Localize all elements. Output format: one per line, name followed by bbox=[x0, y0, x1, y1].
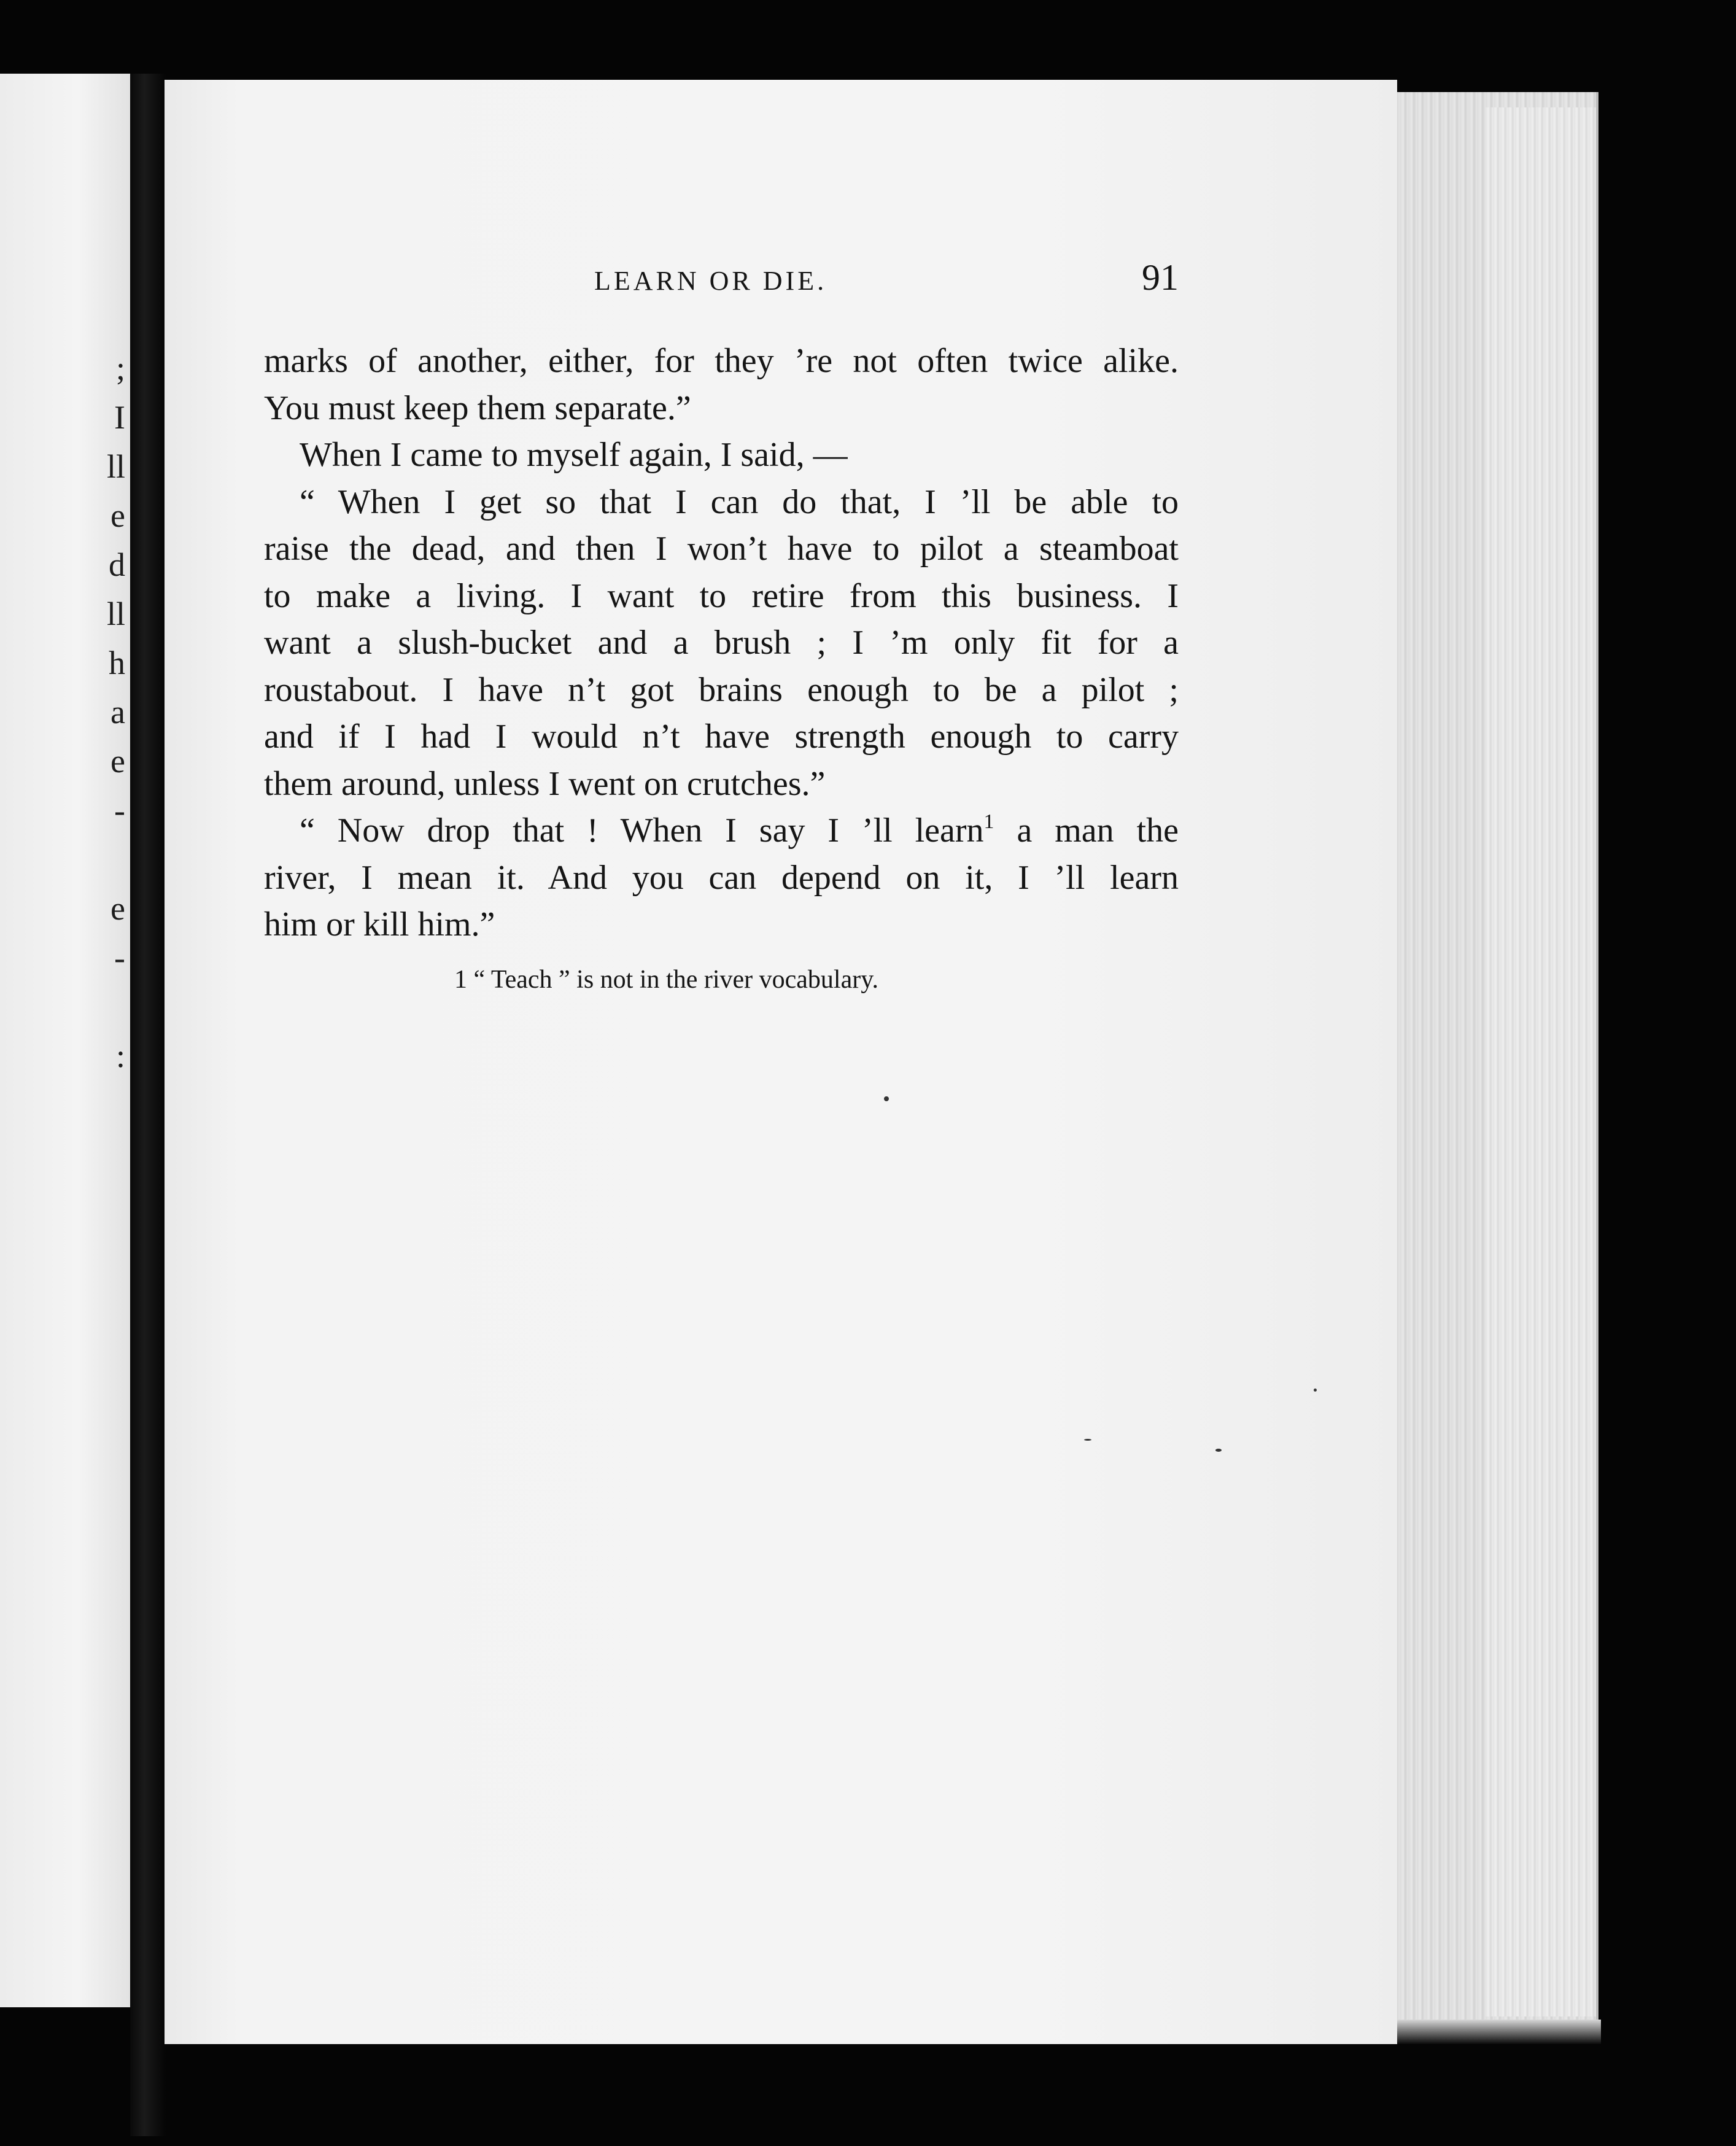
text-line-start: “ Now drop that ! When I say I ’ll learn bbox=[300, 812, 984, 850]
body-text bbox=[264, 338, 1179, 948]
text-line: raise the dead, and then I won’t have to pilot a steamboat bbox=[264, 530, 1179, 568]
left-page-fragment: d bbox=[109, 546, 125, 583]
text-line: marks of another, either, for they ’re not often twice alike. bbox=[264, 342, 1179, 380]
left-page-fragment bbox=[88, 982, 125, 1031]
paper-speck bbox=[1314, 1389, 1317, 1392]
running-head-title: LEARN OR DIE. bbox=[594, 266, 827, 296]
text-line: and if I had I would n’t have strength enough to carry bbox=[264, 718, 1179, 756]
left-page-fragment bbox=[88, 835, 125, 884]
left-page-fragment: ; bbox=[115, 350, 125, 387]
page-edges-inner bbox=[1486, 107, 1596, 2016]
running-head bbox=[264, 252, 1179, 307]
footnote: 1 “ Teach ” is not in the river vocabulary. bbox=[454, 966, 878, 994]
text-line: “ When I get so that I can do that, I ’ll be able to bbox=[300, 482, 1179, 521]
left-page-fragment: h bbox=[109, 645, 125, 681]
text-line: them around, unless I went on crutches.” bbox=[264, 764, 826, 803]
left-page-fragment: a bbox=[110, 694, 125, 730]
left-page-fragment: - bbox=[114, 792, 125, 829]
text-line-end: a man the bbox=[994, 812, 1179, 850]
text-line: river, I mean it. And you can depend on it, I ’ll learn bbox=[264, 858, 1179, 897]
left-page-fragment: e bbox=[110, 743, 125, 780]
left-facing-page bbox=[0, 74, 130, 2007]
paper-speck bbox=[1215, 1449, 1222, 1452]
paper-speck bbox=[1084, 1439, 1091, 1441]
text-line: When I came to myself again, I said, — bbox=[300, 436, 848, 474]
left-page-fragment: ll bbox=[106, 448, 125, 485]
left-page-text-fragments bbox=[88, 344, 125, 1080]
text-line: You must keep them separate.” bbox=[264, 389, 691, 427]
left-page-fragment: e bbox=[110, 890, 125, 927]
left-page-fragment: - bbox=[114, 939, 125, 976]
binding-gutter bbox=[130, 74, 166, 2136]
text-line: want a slush-bucket and a brush ; I ’m only fit for a bbox=[264, 624, 1179, 662]
text-line: to make a living. I want to retire from this business. I bbox=[264, 576, 1179, 615]
text-line-with-footnote-ref bbox=[264, 807, 1179, 854]
left-page-fragment: : bbox=[115, 1037, 125, 1074]
left-page-fragment: ll bbox=[106, 595, 125, 632]
paper-speck bbox=[884, 1096, 889, 1101]
page-number: 91 bbox=[1142, 257, 1179, 298]
left-page-fragment: I bbox=[114, 399, 125, 436]
left-page-fragment: e bbox=[110, 497, 125, 534]
footnote-reference: 1 bbox=[983, 810, 994, 833]
text-line: roustabout. I have n’t got brains enough to be a pilot ; bbox=[264, 670, 1179, 709]
text-line: him or kill him.” bbox=[264, 905, 495, 943]
